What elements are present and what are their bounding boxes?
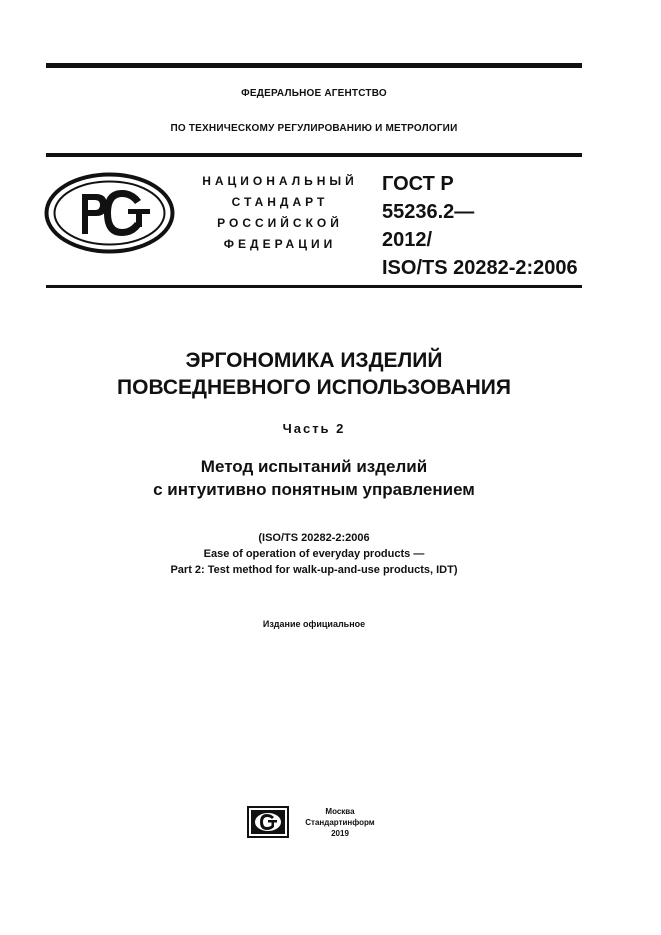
standard-type-line: ФЕДЕРАЦИИ <box>223 237 337 251</box>
document-subtitle <box>46 455 582 501</box>
agency-name-line-2: ПО ТЕХНИЧЕСКОМУ РЕГУЛИРОВАНИЮ И МЕТРОЛОГИИ <box>170 123 458 134</box>
international-reference-line: (ISO/TS 20282-2:2006 <box>258 532 370 544</box>
gost-r-emblem-icon <box>44 172 175 254</box>
document-title <box>46 347 582 401</box>
document-subtitle-line: с интуитивно понятным управлением <box>153 480 475 499</box>
standard-type <box>190 171 370 255</box>
publisher-info <box>295 806 385 839</box>
document-title-line: ЭРГОНОМИКА ИЗДЕЛИЙ <box>185 349 443 372</box>
bottom-rule <box>46 285 582 288</box>
standard-type-line: РОССИЙСКОЙ <box>217 216 343 230</box>
standard-number-line: ГОСТ Р <box>382 173 454 195</box>
top-rule <box>46 63 582 68</box>
part-label: Часть 2 <box>282 421 346 436</box>
edition-label: Издание официальное <box>262 619 366 629</box>
standard-number-line: 55236.2— <box>382 201 475 223</box>
international-reference <box>46 530 582 578</box>
document-title-line: ПОВСЕДНЕВНОГО ИСПОЛЬЗОВАНИЯ <box>117 376 511 399</box>
standard-number-line: 2012/ <box>382 229 433 251</box>
middle-rule <box>46 153 582 157</box>
international-reference-line: Ease of operation of everyday products — <box>203 548 425 560</box>
publisher-name: Стандартинформ <box>305 818 375 827</box>
publisher-city: Москва <box>325 807 355 816</box>
standard-number-line: ISO/TS 20282-2:2006 <box>382 257 578 279</box>
agency-name-line-1: ФЕДЕРАЛЬНОЕ АГЕНТСТВО <box>241 88 387 99</box>
standard-number <box>382 170 592 282</box>
publisher-logo-icon <box>247 806 289 838</box>
standard-type-line: НАЦИОНАЛЬНЫЙ <box>202 174 358 188</box>
international-reference-line: Part 2: Test method for walk-up-and-use products, IDT) <box>170 564 458 576</box>
standard-type-line: СТАНДАРТ <box>231 195 329 209</box>
document-subtitle-line: Метод испытаний изделий <box>200 457 428 476</box>
publication-year: 2019 <box>331 829 349 838</box>
